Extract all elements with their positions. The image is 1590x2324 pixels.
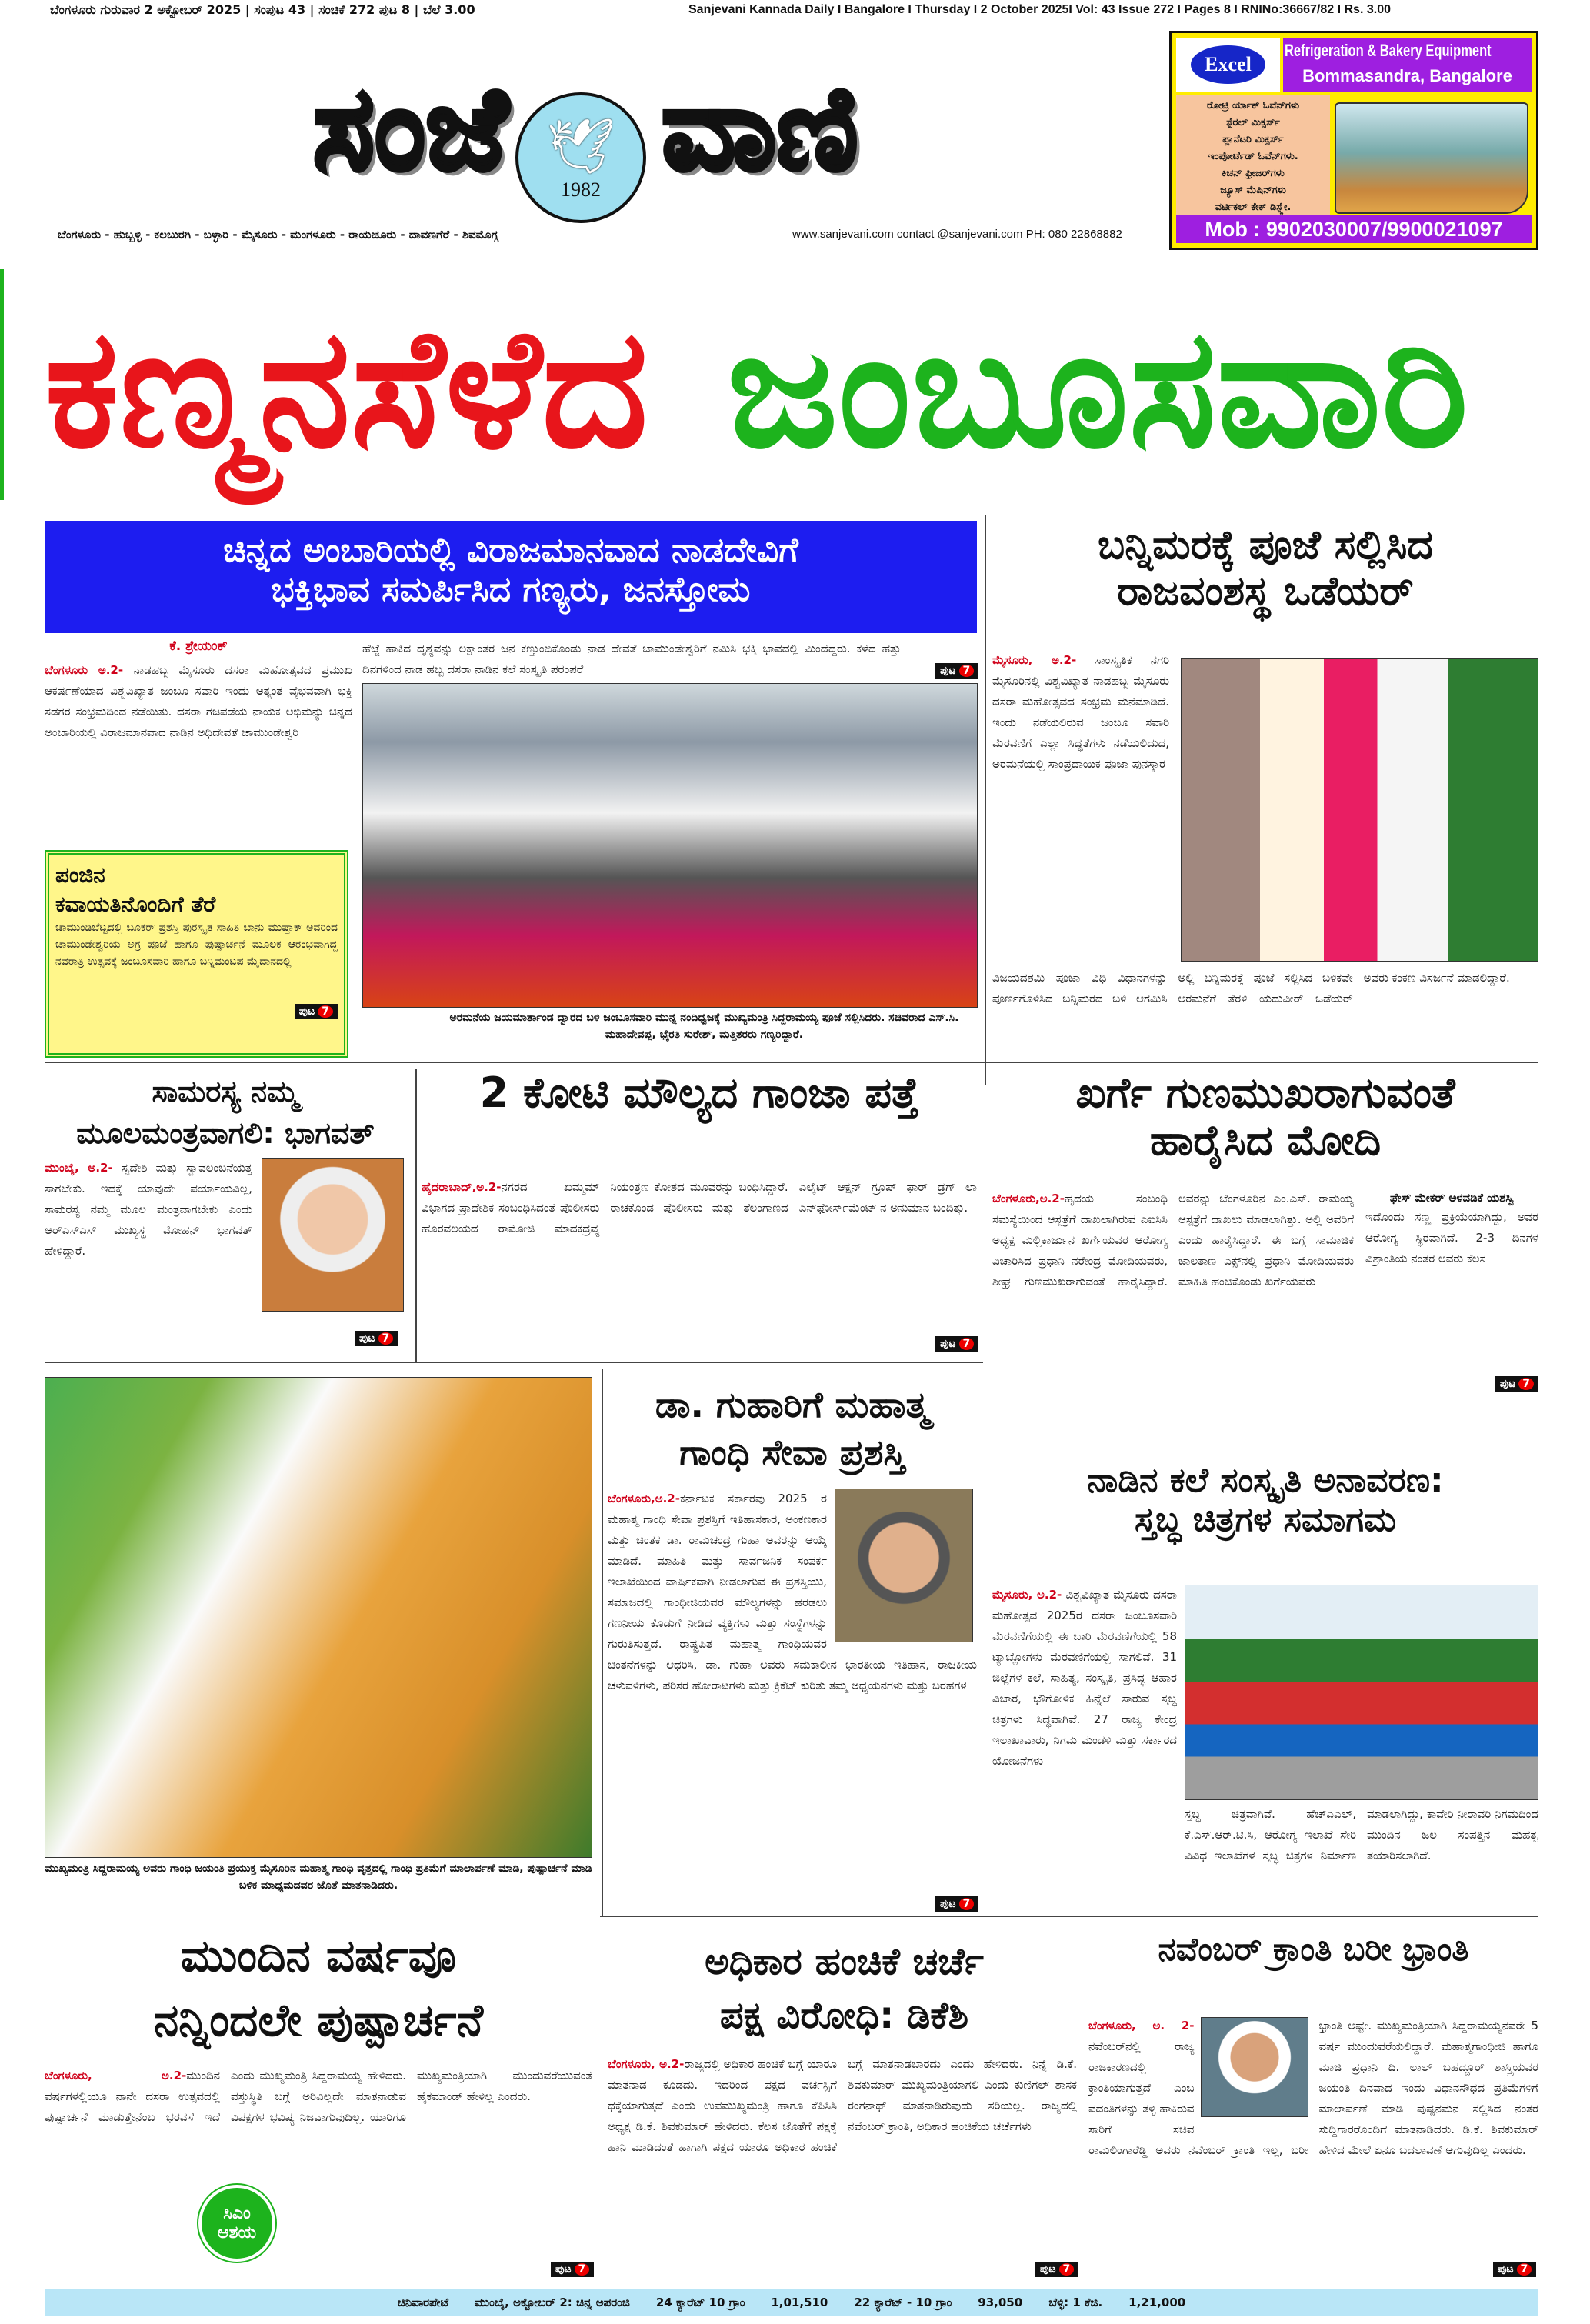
- continued-page-7[interactable]: ಪುಟ 7: [935, 663, 978, 679]
- continued-page-7[interactable]: ಪುಟ 7: [1035, 2262, 1078, 2277]
- ganja-body: ಹೈದರಾಬಾದ್,ಅ.2-ನಗರದ ಖಮ್ಮಮ್ ವಿಭಾಗದ ಪ್ರಾದೇಶಿಕ ಸಂಬಂಧಿಸಿದಂತೆ ಪೊಲೀಸರು ಹೊರವಲಯದ ರಾಮೋಜಿ ಮಾದಕದ್ರವ್ಯ ನಿಯಂತ್ರಣ ಕೋಶದ ಮೂವರನ್ನು ಬಂಧಿಸಿದ್ದಾರೆ. ರಾಚಕೊಂಡ ಪೊಲೀಸರು ಮತ್ತು ತೆಲಂಗಾಣದ ಎಲೈಟ್ ಆಕ್ಷನ್ ಗ್ರೂಪ್ ಫಾರ್ ಡ್ರಗ್ ಲಾ ಎನ್‌ಫೋರ್ಸ್‌ಮೆಂಟ್ ನ ಅನುಮಾನ ಬಂದಿತ್ತು.: [422, 1180, 977, 1235]
- dks-body: ಬೆಂಗಳೂರು, ಅ.2-ರಾಜ್ಯದಲ್ಲಿ ಅಧಿಕಾರ ಹಂಚಿಕೆ ಬಗ್ಗೆ ಯಾರೂ ಮಾತನಾಡ ಕೂಡದು. ಇದರಿಂದ ಪಕ್ಷದ ವರ್ಚಸ್ಸಿಗೆ ಧಕ್ಕೆಯಾಗುತ್ತದೆ ಎಂದು ಉಪಮುಖ್ಯಮಂತ್ರಿ ಹಾಗೂ ಕೆಪಿಸಿಸಿ ಅಧ್ಯಕ್ಷ ಡಿ.ಕೆ. ಶಿವಕುಮಾರ್ ಹೇಳಿದರು. ಕೆಲಸ ಜೊತೆಗೆ ಪಕ್ಷಕ್ಕೆ ಹಾನಿ ಮಾಡಿದಂತೆ ಹಾಗಾಗಿ ಪಕ್ಷದ ಯಾರೂ ಅಧಿಕಾರ ಹಂಚಿಕೆ ಬಗ್ಗೆ ಮಾತನಾಡಬಾರದು ಎಂದು ಹೇಳಿದರು. ನಿನ್ನೆ ಡಿ.ಕೆ. ಶಿವಕುಮಾರ್ ಮುಖ್ಯಮಂತ್ರಿಯಾಗಲಿ ಎಂದು ಕುಣಿಗಲ್ ಶಾಸಕ ರಂಗನಾಥ್ ಮಾತನಾಡಿರುವುದು ಸರಿಯಲ್ಲ. ರಾಜ್ಯದಲ್ಲಿ ನವೆಂಬರ್ ಕ್ರಾಂತಿ, ಅಧಿಕಾರ ಹಂಚಿಕೆಯ ಚರ್ಚೆಗಳು: [608, 2057, 1077, 2154]
- dove-icon: 🕊: [546, 114, 615, 178]
- panjina-box: [45, 850, 348, 1058]
- excel-advertisement[interactable]: [1169, 31, 1538, 250]
- masthead-word-2: ವಾಣಿ: [662, 61, 858, 196]
- continued-page-7[interactable]: ಪುಟ 7: [355, 1331, 398, 1346]
- contact-info: www.sanjevani.com contact @sanjevani.com PH: 080 22868882: [792, 228, 1122, 241]
- gandhi-statue-photo: [45, 1377, 592, 1858]
- edition-cities: ಬೆಂಗಳೂರು - ಹುಬ್ಬಳ್ಳಿ - ಕಲಬುರಗಿ - ಬಳ್ಳಾರಿ - ಮೈಸೂರು - ಮಂಗಳೂರು - ರಾಯಚೂರು - ದಾವಣಗೆರೆ - ಶಿವಮೊಗ್ಗ: [58, 228, 498, 242]
- gold-22k-price: 93,050: [978, 2296, 1023, 2309]
- gold-24k-label: 24 ಕ್ಯಾರೆಟ್ 10 ಗ್ರಾಂ: [655, 2296, 745, 2309]
- tableau-photo: [1185, 1585, 1538, 1800]
- ad-title: Refrigeration & Bakery Equipment Bommasandra, Bangalore: [1283, 38, 1532, 92]
- ad-mobile: Mob : 9902030007/9900021097: [1176, 215, 1532, 243]
- founding-year: 1982: [561, 178, 601, 201]
- wadiyar-headline: ಬನ್ನಿಮರಕ್ಕೆ ಪೂಜೆ ಸಲ್ಲಿಸಿದ ರಾಜವಂಶಸ್ಥ ಒಡೆಯರ್: [1098, 522, 1433, 615]
- pushparchane-body: ಬೆಂಗಳೂರು, ಅ.2-ಮುಂದಿನ ವರ್ಷಗಳಲ್ಲಿಯೂ ನಾನೇ ದಸರಾ ಉತ್ಸವದಲ್ಲಿ ಪುಷ್ಪಾರ್ಚನೆ ಮಾಡುತ್ತೇನೆಂಬ ಭರವಸೆ ಇದೆ ಎಂದು ಮುಖ್ಯಮಂತ್ರಿ ಸಿದ್ದರಾಮಯ್ಯ ಹೇಳಿದರು. ವಸ್ತುಸ್ಥಿತಿ ಬಗ್ಗೆ ಅರಿವಿಲ್ಲದೇ ಮಾತನಾಡುವ ವಿಪಕ್ಷಗಳ ಭವಿಷ್ಯ ನಿಜವಾಗುವುದಿಲ್ಲ. ಯಾರಿಗೂ ಮುಖ್ಯಮಂತ್ರಿಯಾಗಿ ಮುಂದುವರೆಯುವಂತೆ ಹೈಕಮಾಂಡ್ ಹೇಳಿಲ್ಲ ಎಂದರು.: [45, 2069, 592, 2124]
- box-body: ಚಾಮುಂಡಿಬೆಟ್ಟದಲ್ಲಿ ಬೂಕರ್ ಪ್ರಶಸ್ತಿ ಪುರಸ್ಕೃತ ಸಾಹಿತಿ ಬಾನು ಮುಷ್ತಾಕ್ ಅವರಿಂದ ಚಾಮುಂಡೇಶ್ವರಿಯ ಅಗ್ರ ಪೂಜೆ ಹಾಗೂ ಪುಷ್ಪಾರ್ಚನೆ ಮೂಲಕ ಆರಂಭವಾಗಿದ್ದ ನವರಾತ್ರಿ ಉತ್ಸವಕ್ಕೆ ಜಂಬೂಸವಾರಿ ಹಾಗೂ ಬನ್ನಿಮಂಟಪ ಮೈದಾನದಲ್ಲಿ: [55, 922, 338, 968]
- display-cabinet-image: [1335, 102, 1528, 214]
- row-divider: [600, 1916, 1538, 1917]
- gold-24k-price: 1,01,510: [771, 2296, 828, 2309]
- gandhi-photo-caption: ಮುಖ್ಯಮಂತ್ರಿ ಸಿದ್ದರಾಮಯ್ಯ ಅವರು ಗಾಂಧಿ ಜಯಂತಿ ಪ್ರಯುಕ್ತ ಮೈಸೂರಿನ ಮಹಾತ್ಮ ಗಾಂಧಿ ವೃತ್ತದಲ್ಲಿ ಗಾಂಧಿ ಪ್ರತಿಮೆಗೆ ಮಾಲಾರ್ಪಣೆ ಮಾಡಿ, ಪುಷ್ಪಾರ್ಚನೆ ಮಾಡಿ ಬಳಿಕ ಮಾಧ್ಯಮದವರ ಜೊತೆ ಮಾತನಾಡಿದರು.: [45, 1862, 592, 1892]
- wadiyar-body-continued: ವಿಜಯದಶಮಿ ಪೂಜಾ ವಿಧಿ ವಿಧಾನಗಳನ್ನು ಪೂರ್ಣಗೊಳಿಸಿದ ಬನ್ನಿಮರದ ಬಳಿ ಆಗಮಿಸಿ ಅಲ್ಲಿ ಬನ್ನಿಮರಕ್ಕೆ ಪೂಜೆ ಸಲ್ಲಿಸಿದ ಬಳಿಕವೇ ಅರಮನೆಗೆ ತೆರಳಿ ಯದುವೀರ್ ಒಡೆಯರ್ ಅವರು ಕಂಕಣ ವಿಸರ್ಜನೆ ಮಾಡಲಿದ್ದಾರೆ.: [992, 971, 1510, 1005]
- box-headline: ಪಂಜಿನ ಕವಾಯತಿನೊಂದಿಗೆ ತೆರೆ: [55, 862, 216, 917]
- lead-headline: ಚಿನ್ನದ ಅಂಬಾರಿಯಲ್ಲಿ ವಿರಾಜಮಾನವಾದ ನಾಡದೇವಿಗೆ ಭಕ್ತಿಭಾವ ಸಮರ್ಪಿಸಿದ ಗಣ್ಯರು, ಜನಸ್ತೋಮ: [45, 521, 977, 633]
- lead-photo-caption: ಅರಮನೆಯ ಜಯಮಾರ್ತಾಂಡ ದ್ವಾರದ ಬಳಿ ಜಂಬೂಸವಾರಿ ಮುನ್ನ ನಂದಿಧ್ವಜಕ್ಕೆ ಮುಖ್ಯಮಂತ್ರಿ ಸಿದ್ದರಾಮಯ್ಯ ಪೂಜೆ ಸಲ್ಲಿಸಿದರು. ಸಚಿವರಾದ ಎಸ್.ಸಿ. ಮಹಾದೇವಪ್ಪ, ಭೈರತಿ ಸುರೇಶ್, ಮತ್ತಿತರರು ಗಣ್ಯರಿದ್ದಾರೆ.: [449, 1012, 959, 1041]
- ad-product-list: ರೋಟ್ರಿ ರ್ಯಾಕ್ ಓವೆನ್‌ಗಳು ಸ್ಪೆರಲ್ ಮಿಕ್ಸರ್ಸ್ ಪ್ಲಾನೆಟರಿ ಮಿಕ್ಸರ್ಸ್ ಇಂಪೋರ್ಟೆಡ್ ಓವೆನ್‌ಗಳು. ಕಿಚನ್ ಫ್ರೀಜರ್‌ಗಳು ಜ್ಯೂಸ್ ಮೆಷಿನ್‌ಗಳು ವರ್ಟಿಕಲ್ ಕೇಕ್ ಡಿಸ್ಪ್ಲೇ.: [1176, 95, 1330, 218]
- gold-22k-label: 22 ಕ್ಯಾರೆಟ್ - 10 ಗ್ರಾಂ: [854, 2296, 952, 2309]
- banni-tree-pooja-photo: [1181, 658, 1538, 962]
- photo-float-spacer: [827, 1489, 977, 1650]
- culture-body-continued: ಸ್ತಬ್ಧ ಚಿತ್ರವಾಗಿವೆ. ಹೆಚ್‌ಎಎಲ್, ಕೆ.ಎಸ್.ಆರ್.ಟಿ.ಸಿ, ಆರೋಗ್ಯ ಇಲಾಖೆ ಸೇರಿ ವಿವಿಧ ಇಲಾಖೆಗಳ ಸ್ತಬ್ಧ ಚಿತ್ರಗಳ ನಿರ್ಮಾಣ ಮಾಡಲಾಗಿದ್ದು, ಕಾವೇರಿ ನೀರಾವರಿ ನಿಗಮದಿಂದ ಮುಂದಿನ ಜಲ ಸಂಪತ್ತಿನ ಮಹತ್ವ ತಯಾರಿಸಲಾಗಿದೆ.: [1185, 1807, 1538, 1862]
- bhagwat-headline: ಸಾಮರಸ್ಯ ನಮ್ಮ ಮೂಲಮಂತ್ರವಾಗಲಿ: ಭಾಗವತ್: [76, 1075, 375, 1150]
- kharge-sidebar: [1365, 1189, 1538, 1392]
- culture-headline: ನಾಡಿನ ಕಲೆ ಸಂಸ್ಕೃತಿ ಅನಾವರಣ: ಸ್ತಬ್ಧ ಚಿತ್ರಗಳ ಸಮಾಗಮ: [1087, 1461, 1444, 1539]
- kharge-body: ಬೆಂಗಳೂರು,ಅ.2-ಹೃದಯ ಸಂಬಂಧಿ ಸಮಸ್ಯೆಯಿಂದ ಆಸ್ಪತ್ರೆಗೆ ದಾಖಲಾಗಿರುವ ಎಐಸಿಸಿ ಅಧ್ಯಕ್ಷ ಮಲ್ಲಿಕಾರ್ಜುನ ಖರ್ಗೆಯವರ ಆರೋಗ್ಯ ವಿಚಾರಿಸಿದ ಪ್ರಧಾನಿ ನರೇಂದ್ರ ಮೋದಿಯವರು, ಶೀಘ್ರ ಗುಣಮುಖರಾಗುವಂತೆ ಹಾರೈಸಿದ್ದಾರೆ. ಅವರನ್ನು ಬೆಂಗಳೂರಿನ ಎಂ.ಎಸ್. ರಾಮಯ್ಯ ಆಸ್ಪತ್ರೆಗೆ ದಾಖಲು ಮಾಡಲಾಗಿತ್ತು. ಅಲ್ಲಿ ಅವರಿಗೆ ಎಂದು ಹಾರೈಸಿದ್ದಾರೆ. ಈ ಬಗ್ಗೆ ಸಾಮಾಜಿಕ ಜಾಲತಾಣ ಎಕ್ಸ್‌ನಲ್ಲಿ ಪ್ರಧಾನಿ ಮೋದಿಯವರು ಮಾಹಿತಿ ಹಂಚಿಕೊಂಡು ಖರ್ಗೆಯವರು: [992, 1192, 1354, 1289]
- kharge-headline: ಖರ್ಗೆ ಗುಣಮುಖರಾಗುವಂತೆ ಹಾರೈಸಿದ ಮೋದಿ: [1075, 1069, 1455, 1165]
- ticker-place: ಮುಂಬೈ, ಅಕ್ಟೋಬರ್ 2: ಚಿನ್ನ ಅಪರಂಜಿ: [475, 2296, 630, 2309]
- culture-body: ಮೈಸೂರು, ಅ.2- ವಿಶ್ವವಿಖ್ಯಾತ ಮೈಸೂರು ದಸರಾ ಮಹೋತ್ಸವ 2025ರ ದಸರಾ ಜಂಬೂಸವಾರಿ ಮೆರವಣಿಗೆಯಲ್ಲಿ ಈ ಬಾರಿ ಮೆರವಣಿಗೆಯಲ್ಲಿ 58 ಟ್ಯಾಬ್ಲೋಗಳು ಮೆರವಣಿಗೆಯಲ್ಲಿ ಸಾಗಲಿವೆ. 31 ಜಿಲ್ಲೆಗಳ ಕಲೆ, ಸಾಹಿತ್ಯ, ಸಂಸ್ಕೃತಿ, ಪ್ರಸಿದ್ಧ ಆಹಾರ ವಿಚಾರ, ಭೌಗೋಳಿಕ ಹಿನ್ನೆಲೆ ಸಾರುವ ಸ್ತಬ್ಧ ಚಿತ್ರಗಳು ಸಿದ್ಧವಾಗಿವೆ. 27 ರಾಜ್ಯ ಕೇಂದ್ರ ಇಲಾಖಾವಾರು, ನಿಗಮ ಮಂಡಳಿ ಮತ್ತು ಸರ್ಕಾರದ ಯೋಜನೆಗಳು: [992, 1588, 1177, 1768]
- edge-marker: [0, 269, 4, 500]
- masthead-word-1: ಸಂಜೆ: [313, 61, 508, 196]
- dove-emblem: [515, 92, 646, 223]
- november-body: ಬೆಂಗಳೂರು, ಅ. 2- ನವೆಂಬರ್‌ನಲ್ಲಿ ರಾಜ್ಯ ರಾಜಕಾರಣದಲ್ಲಿ ಕ್ರಾಂತಿಯಾಗುತ್ತದೆ ಎಂಬ ವದಂತಿಗಳನ್ನು ತಳ್ಳಿ ಹಾಕಿರುವ ಸಾರಿಗೆ ಸಚಿವ ರಾಮಲಿಂಗಾರೆಡ್ಡಿ ಅವರು ನವೆಂಬರ್ ಕ್ರಾಂತಿ ಇಲ್ಲ, ಬರೀ ಭ್ರಾಂತಿ ಅಷ್ಟೇ. ಮುಖ್ಯಮಂತ್ರಿಯಾಗಿ ಸಿದ್ದರಾಮಯ್ಯನವರೇ 5 ವರ್ಷ ಮುಂದುವರೆಯಲಿದ್ದಾರೆ. ಮಹಾತ್ಮಗಾಂಧೀಜಿ ಹಾಗೂ ಮಾಜಿ ಪ್ರಧಾನಿ ದಿ. ಲಾಲ್ ಬಹದ್ದೂರ್ ಶಾಸ್ತ್ರಿಯವರ ಜಯಂತಿ ದಿನವಾದ ಇಂದು ವಿಧಾನಸೌಧದ ಪ್ರತಿಮೆಗಳಿಗೆ ಮಾಲಾರ್ಪಣೆ ಮಾಡಿ ಪುಷ್ಪನಮನ ಸಲ್ಲಿಸಿದ ನಂತರ ಸುದ್ದಿಗಾರರೊಂದಿಗೆ ಮಾತನಾಡಿದರು. ಡಿ.ಕೆ. ಶಿವಕುಮಾರ್ ಹೇಳಿದ ಮೇಲೆ ಏನೂ ಬದಲಾವಣೆ ಆಗುವುದಿಲ್ಲ ಎಂದರು.: [1088, 2019, 1538, 2157]
- column-divider: [985, 515, 986, 1085]
- bhagwat-photo: [262, 1158, 404, 1312]
- main-headline-red: ಕಣ್ಮನಸೆಳೆದ: [45, 292, 648, 485]
- continued-page-7[interactable]: ಪುಟ 7: [935, 1896, 978, 1912]
- lead-body: ಬೆಂಗಳೂರು ಅ.2- ನಾಡಹಬ್ಬ ಮೈಸೂರು ದಸರಾ ಮಹೋತ್ಸವದ ಪ್ರಮುಖ ಆಕರ್ಷಣೆಯಾದ ವಿಶ್ವವಿಖ್ಯಾತ ಜಂಬೂ ಸವಾರಿ ಇಂದು ಅತ್ಯಂತ ವೈಭವವಾಗಿ ಭಕ್ತಿ ಸಡಗರ ಸಂಭ್ರಮದಿಂದ ನಡೆಯಿತು. ದಸರಾ ಗಜಪಡೆಯ ನಾಯಕ ಅಭಿಮನ್ಯು ಚಿನ್ನದ ಅಂಬಾರಿಯಲ್ಲಿ ವಿರಾಜಮಾನವಾದ ನಾಡಿನ ಅಧಿದೇವತೆ ಚಾಮುಂಡೇಶ್ವರಿ: [45, 663, 352, 739]
- column-divider: [415, 1069, 417, 1362]
- continued-page-7[interactable]: ಪುಟ 7: [1495, 1376, 1538, 1392]
- lead-byline: ಕೆ. ಶ್ರೇಯಂಕ್: [169, 639, 228, 654]
- cm-ashaya-badge: ಸಿಎಂ ಆಶಯ: [198, 2185, 275, 2262]
- dateline-kannada: ಬೆಂಗಳೂರು ಗುರುವಾರ 2 ಅಕ್ಟೋಬರ್ 2025 | ಸಂಪುಟ 43 | ಸಂಚಿಕೆ 272 ಪುಟ 8 | ಬೆಲೆ 3.00: [50, 2, 475, 17]
- wadiyar-body: ಮೈಸೂರು, ಅ.2- ಸಾಂಸ್ಕೃತಿಕ ನಗರಿ ಮೈಸೂರಿನಲ್ಲಿ ವಿಶ್ವವಿಖ್ಯಾತ ನಾಡಹಬ್ಬ ಮೈಸೂರು ದಸರಾ ಮಹೋತ್ಸವದ ಸಂಭ್ರಮ ಮನೆಮಾಡಿದೆ. ಇಂದು ನಡೆಯಲಿರುವ ಜಂಬೂ ಸವಾರಿ ಮೆರವಣಿಗೆ ಎಲ್ಲಾ ಸಿದ್ಧತೆಗಳು ನಡೆಯಲಿದುದ, ಅರಮನೆಯಲ್ಲಿ ಸಾಂಪ್ರದಾಯಿಕ ಪೂಜಾ ಪುನಸ್ಕಾರ: [992, 653, 1169, 771]
- kharge-body-continued: ಇದೊಂದು ಸಣ್ಣ ಪ್ರಕ್ರಿಯೆಯಾಗಿದ್ದು, ಅವರ ಆರೋಗ್ಯ ಸ್ಥಿರವಾಗಿದೆ. 2-3 ದಿನಗಳ ವಿಶ್ರಾಂತಿಯ ನಂತರ ಅವರು ಕೆಲಸ: [1365, 1210, 1538, 1265]
- guha-headline: ಡಾ. ಗುಹಾರಿಗೆ ಮಹಾತ್ಮ ಗಾಂಧಿ ಸೇವಾ ಪ್ರಶಸ್ತಿ: [655, 1384, 930, 1473]
- dateline-english: Sanjevani Kannada Daily I Bangalore I Thursday I 2 October 2025I Vol: 43 Issue 272 I Pages 8 I RNINo:36667/82 I Rs. 3.00: [688, 3, 1391, 16]
- lead-body-continued: ಹೆಜ್ಜೆ ಹಾಕಿದ ದೃಶ್ಯವನ್ನು ಲಕ್ಷಾಂತರ ಜನ ಕಣ್ತುಂಬಿಕೊಂಡು ನಾಡ ದೇವತೆ ಚಾಮುಂಡೇಶ್ವರಿಗೆ ನಮಿಸಿ ಭಕ್ತಿ ಭಾವದಲ್ಲಿ ಮಿಂದೆದ್ದರು. ಕಳೆದ ಹತ್ತು ದಿನಗಳಿಂದ ನಾಡ ಹಬ್ಬ ದಸರಾ ನಾಡಿನ ಕಲೆ ಸಂಸ್ಕೃತಿ ಪರಂಪರೆ: [362, 642, 901, 676]
- ramalinga-reddy-photo: [1201, 2017, 1308, 2117]
- continued-page-7[interactable]: ಪುಟ 7: [295, 1004, 338, 1019]
- gold-rate-ticker: [45, 2289, 1538, 2316]
- row-divider: [45, 1062, 1538, 1063]
- continued-page-7[interactable]: ಪುಟ 7: [551, 2262, 594, 2277]
- guha-body: ಬೆಂಗಳೂರು,ಅ.2-ಕರ್ನಾಟಕ ಸರ್ಕಾರವು 2025 ರ ಮಹಾತ್ಮ ಗಾಂಧಿ ಸೇವಾ ಪ್ರಶಸ್ತಿಗೆ ಇತಿಹಾಸಕಾರ, ಅಂಕಣಕಾರ ಮತ್ತು ಚಿಂತಕ ಡಾ. ರಾಮಚಂದ್ರ ಗುಹಾ ಅವರನ್ನು ಆಯ್ಕೆ ಮಾಡಿದೆ. ಮಾಹಿತಿ ಮತ್ತು ಸಾರ್ವಜನಿಕ ಸಂಪರ್ಕ ಇಲಾಖೆಯಿಂದ ವಾರ್ಷಿಕವಾಗಿ ನೀಡಲಾಗುವ ಈ ಪ್ರಶಸ್ತಿಯು, ಸಮಾಜದಲ್ಲಿ ಗಾಂಧೀಜಿಯವರ ಮೌಲ್ಯಗಳನ್ನು ಹರಡಲು ಗಣನೀಯ ಕೊಡುಗೆ ನೀಡಿದ ವ್ಯಕ್ತಿಗಳು ಮತ್ತು ಸಂಸ್ಥೆಗಳನ್ನು ಗುರುತಿಸುತ್ತದೆ. ರಾಷ್ಟ್ರಪಿತ ಮಹಾತ್ಮ ಗಾಂಧಿಯವರ ಚಿಂತನೆಗಳನ್ನು ಆಧರಿಸಿ, ಡಾ. ಗುಹಾ ಅವರು ಸಮಕಾಲೀನ ಭಾರತೀಯ ಇತಿಹಾಸ, ರಾಜಕೀಯ ಚಳುವಳಿಗಳು, ಪರಿಸರ ಹೋರಾಟಗಳು ಮತ್ತು ಕ್ರಿಕೆಟ್ ಕುರಿತು ತಮ್ಮ ಅಧ್ಯಯನಗಳು ಮತ್ತು ಬರಹಗಳ: [608, 1489, 977, 1892]
- jamboo-savari-photo: [362, 683, 978, 1008]
- row-divider: [45, 1362, 983, 1363]
- main-headline-green: ಜಂಬೂಸವಾರಿ: [727, 292, 1469, 485]
- column-divider: [602, 1369, 603, 1916]
- silver-price: 1,21,000: [1128, 2296, 1186, 2309]
- november-headline: ನವೆಂಬರ್ ಕ್ರಾಂತಿ ಬರೀ ಭ್ರಾಂತಿ: [1158, 1930, 1469, 1968]
- continued-page-7[interactable]: ಪುಟ 7: [935, 1336, 978, 1352]
- bhagwat-body: ಮುಂಬೈ, ಅ.2- ಸ್ವದೇಶಿ ಮತ್ತು ಸ್ವಾವಲಂಬನೆಯತ್ತ ಸಾಗಬೇಕು. ಇದಕ್ಕೆ ಯಾವುದೇ ಪರ್ಯಾಯವಿಲ್ಲ, ಸಾಮರಸ್ಯ ನಮ್ಮ ಮೂಲ ಮಂತ್ರವಾಗಬೇಕು ಎಂದು ಆರ್‌ಎಸ್‌ಎಸ್ ಮುಖ್ಯಸ್ಥ ಮೋಹನ್ ಭಾಗವತ್ ಹೇಳಿದ್ದಾರೆ.: [45, 1161, 252, 1258]
- excel-logo: Excel: [1176, 38, 1280, 92]
- pushparchane-headline: ಮುಂದಿನ ವರ್ಷವೂ ನನ್ನಿಂದಲೇ ಪುಷ್ಪಾರ್ಚನೆ: [153, 1929, 484, 2046]
- dks-headline: ಅಧಿಕಾರ ಹಂಚಿಕೆ ಚರ್ಚೆ ಪಕ್ಷ ವಿರೋಧಿ: ಡಿಕೆಶಿ: [705, 1940, 984, 2037]
- ganja-headline: 2 ಕೋಟಿ ಮೌಲ್ಯದ ಗಾಂಜಾ ಪತ್ತೆ: [479, 1069, 919, 1117]
- continued-page-7[interactable]: ಪುಟ 7: [1493, 2262, 1536, 2277]
- silver-label: ಬೆಳ್ಳಿ: 1 ಕೆಜಿ.: [1048, 2296, 1103, 2309]
- kharge-subhead: ಫೇಸ್ ಮೇಕರ್ ಅಳವಡಿಕೆ ಯಶಸ್ವಿ: [1389, 1191, 1515, 1205]
- ticker-label: ಚಿನಿವಾರಪೇಟೆ: [397, 2296, 449, 2309]
